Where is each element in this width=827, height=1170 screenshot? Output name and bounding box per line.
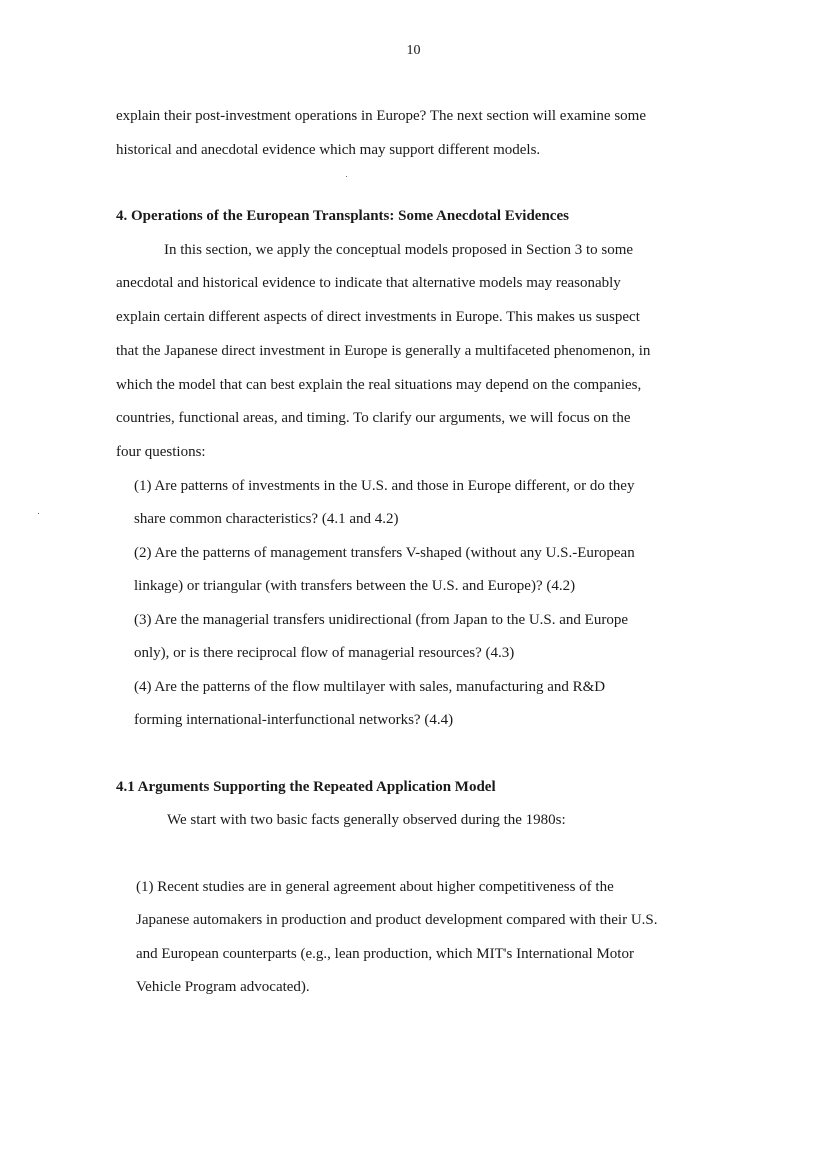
fact-line: Japanese automakers in production and product development compared with their U.S. xyxy=(136,912,658,928)
question-line: linkage) or triangular (with transfers between the U.S. and Europe)? (4.2) xyxy=(134,578,576,594)
question-line: forming international-interfunctional networks? (4.4) xyxy=(134,712,454,728)
fact-line: Vehicle Program advocated). xyxy=(136,979,310,995)
question-line: share common characteristics? (4.1 and 4.2) xyxy=(134,511,399,527)
paragraph-line: We start with two basic facts generally observed during the 1980s: xyxy=(167,812,566,828)
speck xyxy=(346,176,347,177)
question-line: (1) Are patterns of investments in the U.S. and those in Europe different, or do they xyxy=(134,478,635,494)
fact-line: and European counterparts (e.g., lean production, which MIT's International Motor xyxy=(136,946,634,962)
paragraph-line: In this section, we apply the conceptual models proposed in Section 3 to some xyxy=(164,242,634,258)
paragraph-line: that the Japanese direct investment in Europe is generally a multifaceted phenomenon, in xyxy=(116,343,651,359)
paragraph-line: which the model that can best explain the real situations may depend on the companies, xyxy=(116,377,642,393)
question-line: only), or is there reciprocal flow of managerial resources? (4.3) xyxy=(134,645,515,661)
question-line: (4) Are the patterns of the flow multilayer with sales, manufacturing and R&D xyxy=(134,679,606,695)
speck xyxy=(38,513,39,514)
question-line: (3) Are the managerial transfers unidirectional (from Japan to the U.S. and Europe xyxy=(134,612,628,628)
section-heading: 4. Operations of the European Transplants: Some Anecdotal Evidences xyxy=(116,208,569,224)
intro-line: explain their post-investment operations in Europe? The next section will examine some xyxy=(116,108,647,124)
page-number: 10 xyxy=(406,43,421,58)
section-heading: 4.1 Arguments Supporting the Repeated Application Model xyxy=(116,779,496,795)
paragraph-line: countries, functional areas, and timing. To clarify our arguments, we will focus on the xyxy=(116,410,631,426)
paragraph-line: explain certain different aspects of direct investments in Europe. This makes us suspect xyxy=(116,309,640,325)
question-line: (2) Are the patterns of management transfers V-shaped (without any U.S.-European xyxy=(134,545,635,561)
paragraph-line: four questions: xyxy=(116,444,206,460)
fact-line: (1) Recent studies are in general agreement about higher competitiveness of the xyxy=(136,879,614,895)
paragraph-line: anecdotal and historical evidence to indicate that alternative models may reasonably xyxy=(116,275,621,291)
intro-line: historical and anecdotal evidence which may support different models. xyxy=(116,142,541,158)
